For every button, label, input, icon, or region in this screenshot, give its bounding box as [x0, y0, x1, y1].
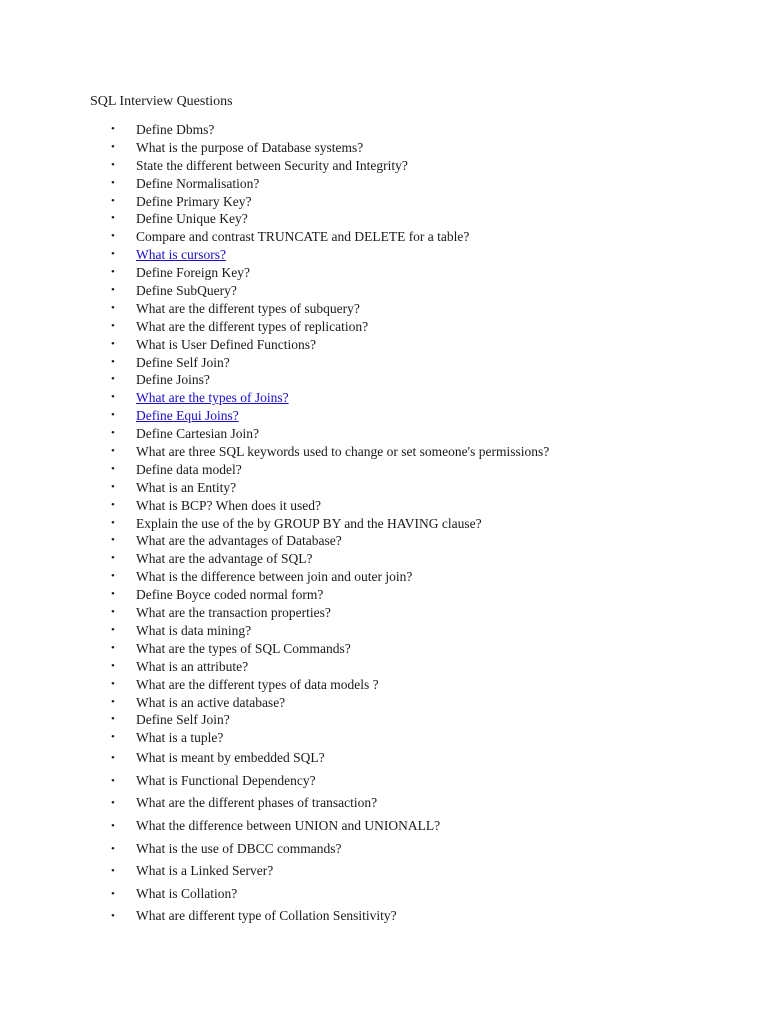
bullet-icon: • [111, 819, 115, 832]
question-text: Define Foreign Key? [136, 265, 250, 281]
bullet-icon: • [111, 462, 115, 475]
list-item [0, 497, 768, 515]
list-item [0, 246, 768, 264]
page-title: SQL Interview Questions [90, 94, 233, 109]
bullet-icon: • [111, 480, 115, 493]
question-text: Define Unique Key? [136, 211, 248, 227]
question-text: Define SubQuery? [136, 283, 237, 299]
question-text: Define Cartesian Join? [136, 426, 259, 442]
list-item [0, 532, 768, 550]
bullet-icon: • [111, 659, 115, 672]
question-text: Define Self Join? [136, 712, 230, 728]
bullet-icon: • [111, 248, 115, 261]
question-text: What is a tuple? [136, 730, 224, 746]
question-text: What are the advantages of Database? [136, 533, 342, 549]
question-text: What is data mining? [136, 622, 252, 638]
bullet-icon: • [111, 212, 115, 225]
bullet-icon: • [111, 266, 115, 279]
question-text: What are the advantage of SQL? [136, 551, 313, 567]
list-item [0, 883, 768, 906]
list-item [0, 860, 768, 883]
list-item [0, 905, 768, 928]
list-item [0, 121, 768, 139]
question-text: What is the purpose of Database systems? [136, 139, 364, 155]
question-text: Define Dbms? [136, 122, 215, 137]
list-item [0, 747, 768, 770]
question-text: What is User Defined Functions? [136, 336, 316, 352]
bullet-icon: • [111, 391, 115, 404]
bullet-icon: • [111, 570, 115, 583]
list-item [0, 300, 768, 318]
bullet-icon: • [111, 427, 115, 440]
bullet-icon: • [111, 588, 115, 601]
list-item [0, 354, 768, 372]
list-item [0, 336, 768, 354]
question-text: Define Primary Key? [136, 193, 252, 209]
list-item [0, 264, 768, 282]
question-text: Define Joins? [136, 372, 210, 388]
question-text: Compare and contrast TRUNCATE and DELETE for a table? [136, 229, 470, 245]
question-text: What are the different types of replication? [136, 318, 369, 334]
bullet-icon: • [111, 842, 115, 855]
bullet-icon: • [111, 752, 115, 765]
bullet-icon: • [111, 176, 115, 189]
list-item [0, 371, 768, 389]
bullet-icon: • [111, 445, 115, 458]
bullet-icon: • [111, 910, 115, 923]
bullet-icon: • [111, 552, 115, 565]
list-item [0, 157, 768, 175]
question-text: What is an active database? [136, 694, 286, 710]
bullet-icon: • [111, 123, 115, 135]
list-item [0, 658, 768, 676]
bullet-icon: • [111, 158, 115, 171]
list-item [0, 282, 768, 300]
bullet-icon: • [111, 534, 115, 547]
question-text: Define Self Join? [136, 354, 230, 370]
question-text: What is meant by embedded SQL? [136, 750, 325, 766]
question-text: What is a Linked Server? [136, 863, 274, 879]
list-item [0, 792, 768, 815]
bullet-icon: • [111, 337, 115, 350]
bullet-icon: • [111, 498, 115, 511]
list-item [0, 210, 768, 228]
bullet-icon: • [111, 713, 115, 726]
list-item [0, 815, 768, 838]
bullet-icon: • [111, 319, 115, 332]
list-item [0, 443, 768, 461]
question-text: What are the types of SQL Commands? [136, 640, 351, 656]
list-item [0, 640, 768, 658]
bullet-icon: • [111, 797, 115, 810]
question-text: What are the different types of subquery? [136, 300, 360, 316]
list-item [0, 838, 768, 861]
bullet-icon: • [111, 373, 115, 386]
question-text: What are the transaction properties? [136, 605, 331, 621]
question-text: Define Normalisation? [136, 175, 260, 191]
bullet-icon: • [111, 731, 115, 744]
list-item [0, 461, 768, 479]
list-item [0, 228, 768, 246]
question-link[interactable]: Define Equi Joins? [136, 408, 239, 424]
question-text: What is an attribute? [136, 658, 249, 674]
list-item [0, 407, 768, 425]
question-link[interactable]: What is cursors? [136, 247, 226, 263]
question-text: Define Boyce coded normal form? [136, 587, 324, 603]
question-text: Explain the use of the by GROUP BY and the HAVING clause? [136, 515, 482, 531]
bullet-icon: • [111, 677, 115, 690]
list-item [0, 604, 768, 622]
list-item [0, 550, 768, 568]
question-text: What are the different types of data models ? [136, 676, 379, 692]
bullet-icon: • [111, 230, 115, 243]
bullet-icon: • [111, 641, 115, 654]
question-text: What is the difference between join and outer join? [136, 569, 413, 585]
bullet-icon: • [111, 301, 115, 314]
bullet-icon: • [111, 355, 115, 368]
bullet-icon: • [111, 623, 115, 636]
list-item [0, 770, 768, 793]
bullet-icon: • [111, 887, 115, 900]
bullet-icon: • [111, 409, 115, 422]
question-text: Define data model? [136, 461, 242, 477]
question-text: What is the use of DBCC commands? [136, 840, 342, 856]
list-item [0, 676, 768, 694]
bullet-icon: • [111, 865, 115, 878]
bullet-icon: • [111, 695, 115, 708]
list-item [0, 139, 768, 157]
list-item [0, 479, 768, 497]
question-text: What is BCP? When does it used? [136, 497, 321, 513]
list-item [0, 711, 768, 729]
question-text: What is Functional Dependency? [136, 772, 316, 788]
question-text: What the difference between UNION and UNIONALL? [136, 817, 441, 833]
list-item [0, 425, 768, 443]
list-item [0, 586, 768, 604]
list-item [0, 515, 768, 533]
question-text: State the different between Security and Integrity? [136, 157, 408, 173]
question-text: What are the different phases of transaction? [136, 795, 378, 811]
question-text: What are three SQL keywords used to change or set someone's permissions? [136, 444, 550, 460]
bullet-icon: • [111, 140, 115, 153]
question-text: What is an Entity? [136, 479, 237, 495]
list-item [0, 175, 768, 193]
list-item [0, 568, 768, 586]
bullet-icon: • [111, 516, 115, 529]
bullet-icon: • [111, 774, 115, 787]
question-text: What are different type of Collation Sensitivity? [136, 908, 397, 924]
question-list [0, 121, 768, 928]
question-text: What is Collation? [136, 885, 238, 901]
list-item [0, 694, 768, 712]
bullet-icon: • [111, 606, 115, 619]
list-item [0, 318, 768, 336]
question-link[interactable]: What are the types of Joins? [136, 390, 289, 406]
bullet-icon: • [111, 194, 115, 207]
list-item [0, 389, 768, 407]
list-item [0, 622, 768, 640]
bullet-icon: • [111, 284, 115, 297]
list-item [0, 193, 768, 211]
list-item [0, 729, 768, 747]
